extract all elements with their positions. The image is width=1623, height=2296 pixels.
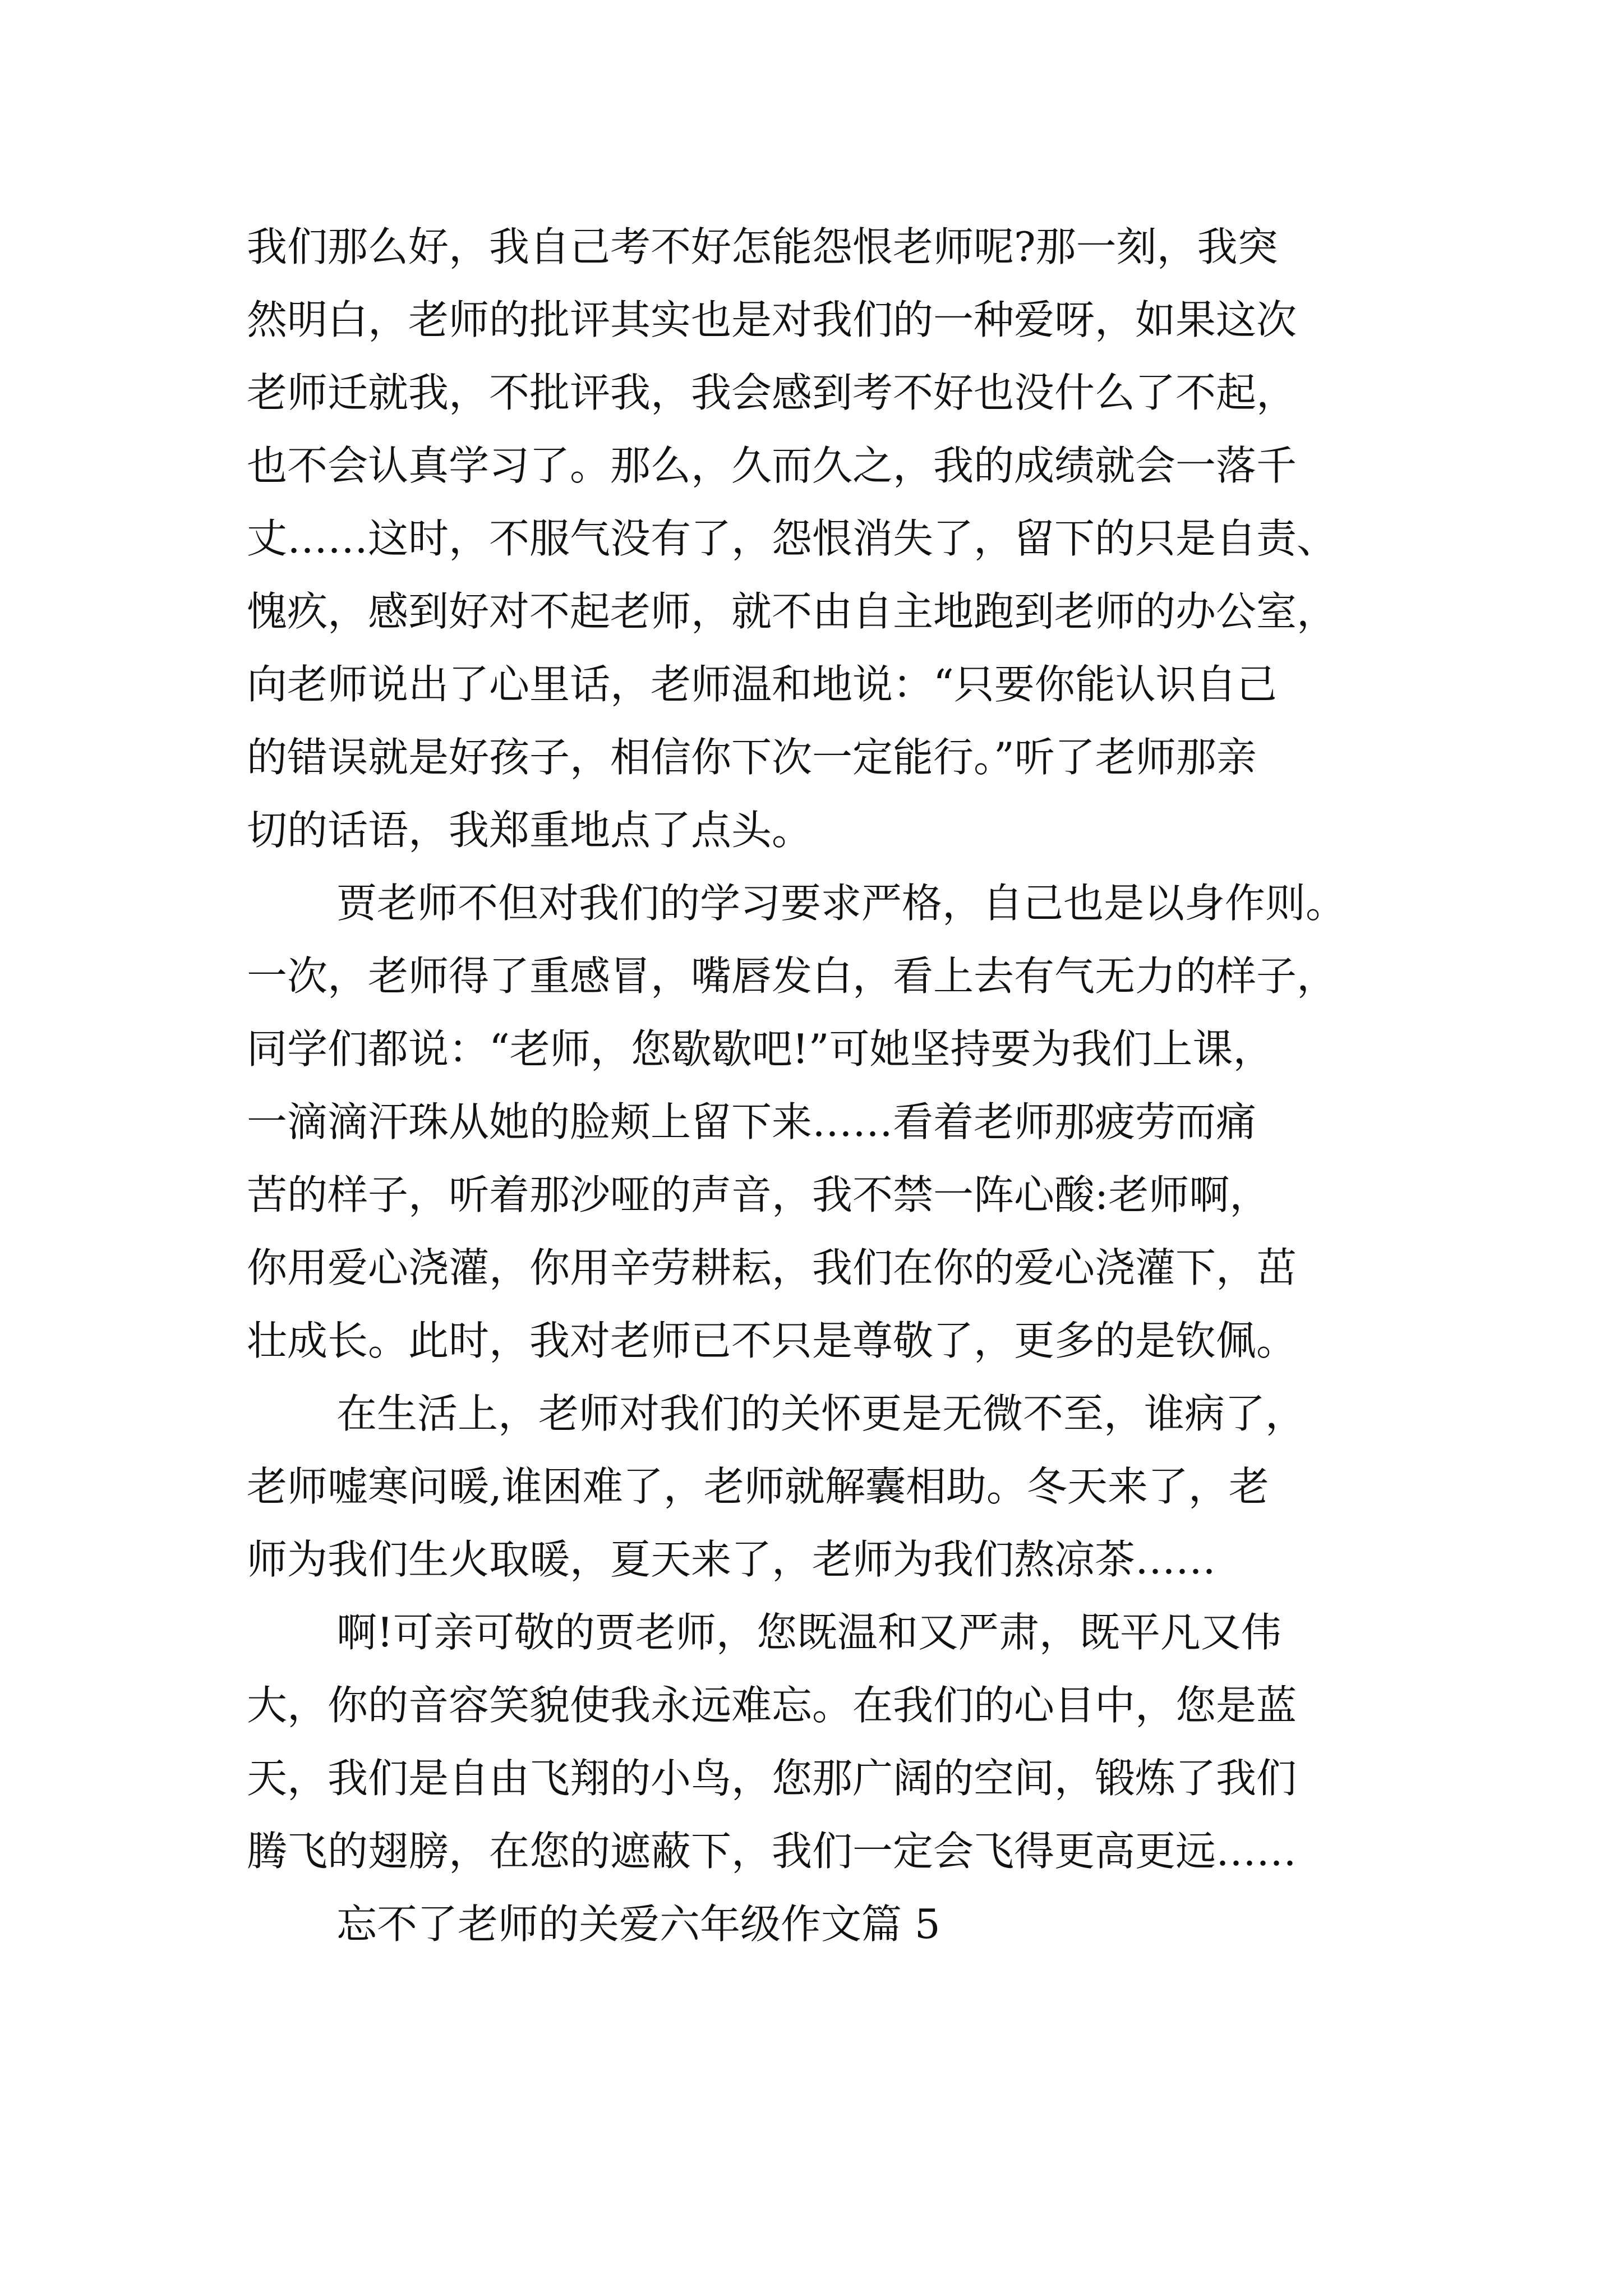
text-line: 也不会认真学习了。那么，久而久之，我的成绩就会一落千 bbox=[247, 442, 1297, 489]
text-line: 老师迁就我，不批评我，我会感到考不好也没什么了不起， bbox=[247, 369, 1297, 416]
text-line: 愧疚，感到好对不起老师，就不由自主地跑到老师的办公室， bbox=[247, 588, 1338, 635]
text-line: 向老师说出了心里话，老师温和地说：“只要你能认识自己 bbox=[247, 661, 1277, 708]
text-line: 苦的样子，听着那沙哑的声音，我不禁一阵心酸:老师啊， bbox=[247, 1171, 1270, 1218]
text-line: 腾飞的翅膀，在您的遮蔽下，我们一定会飞得更高更远…… bbox=[247, 1828, 1297, 1875]
text-line: 我们那么好，我自己考不好怎能怨恨老师呢?那一刻，我突 bbox=[247, 223, 1278, 270]
paragraph-start-line: 贾老师不但对我们的学习要求严格，自己也是以身作则。 bbox=[336, 880, 1347, 927]
text-line: 的错误就是好孩子，相信你下次一定能行。”听了老师那亲 bbox=[247, 734, 1257, 781]
section-heading-line: 忘不了老师的关爱六年级作文篇 5 bbox=[336, 1901, 940, 1948]
text-line: 老师嘘寒问暖,谁困难了，老师就解囊相助。冬天来了，老 bbox=[247, 1463, 1269, 1510]
text-line: 然明白，老师的批评其实也是对我们的一种爱呀，如果这次 bbox=[247, 296, 1297, 343]
text-line: 一滴滴汗珠从她的脸颊上留下来……看着老师那疲劳而痛 bbox=[247, 1098, 1257, 1145]
text-line: 丈……这时，不服气没有了，怨恨消失了，留下的只是自责、 bbox=[247, 515, 1338, 562]
paragraph-start-line: 啊!可亲可敬的贾老师，您既温和又严肃，既平凡又伟 bbox=[336, 1609, 1281, 1656]
text-line: 一次，老师得了重感冒，嘴唇发白，看上去有气无力的样子， bbox=[247, 953, 1338, 1000]
text-line: 师为我们生火取暖，夏天来了，老师为我们熬凉茶…… bbox=[247, 1536, 1216, 1583]
paragraph-start-line: 在生活上，老师对我们的关怀更是无微不至，谁病了， bbox=[336, 1390, 1306, 1437]
text-line: 大，你的音容笑貌使我永远难忘。在我们的心目中，您是蓝 bbox=[247, 1682, 1297, 1729]
text-line: 切的话语，我郑重地点了点头。 bbox=[247, 807, 813, 854]
text-line: 你用爱心浇灌，你用辛劳耕耘，我们在你的爱心浇灌下，茁 bbox=[247, 1244, 1297, 1291]
text-line: 天，我们是自由飞翔的小鸟，您那广阔的空间，锻炼了我们 bbox=[247, 1755, 1297, 1802]
text-line: 壮成长。此时，我对老师已不只是尊敬了，更多的是钦佩。 bbox=[247, 1317, 1297, 1364]
text-line: 同学们都说：“老师，您歇歇吧!”可她坚持要为我们上课， bbox=[247, 1025, 1274, 1073]
